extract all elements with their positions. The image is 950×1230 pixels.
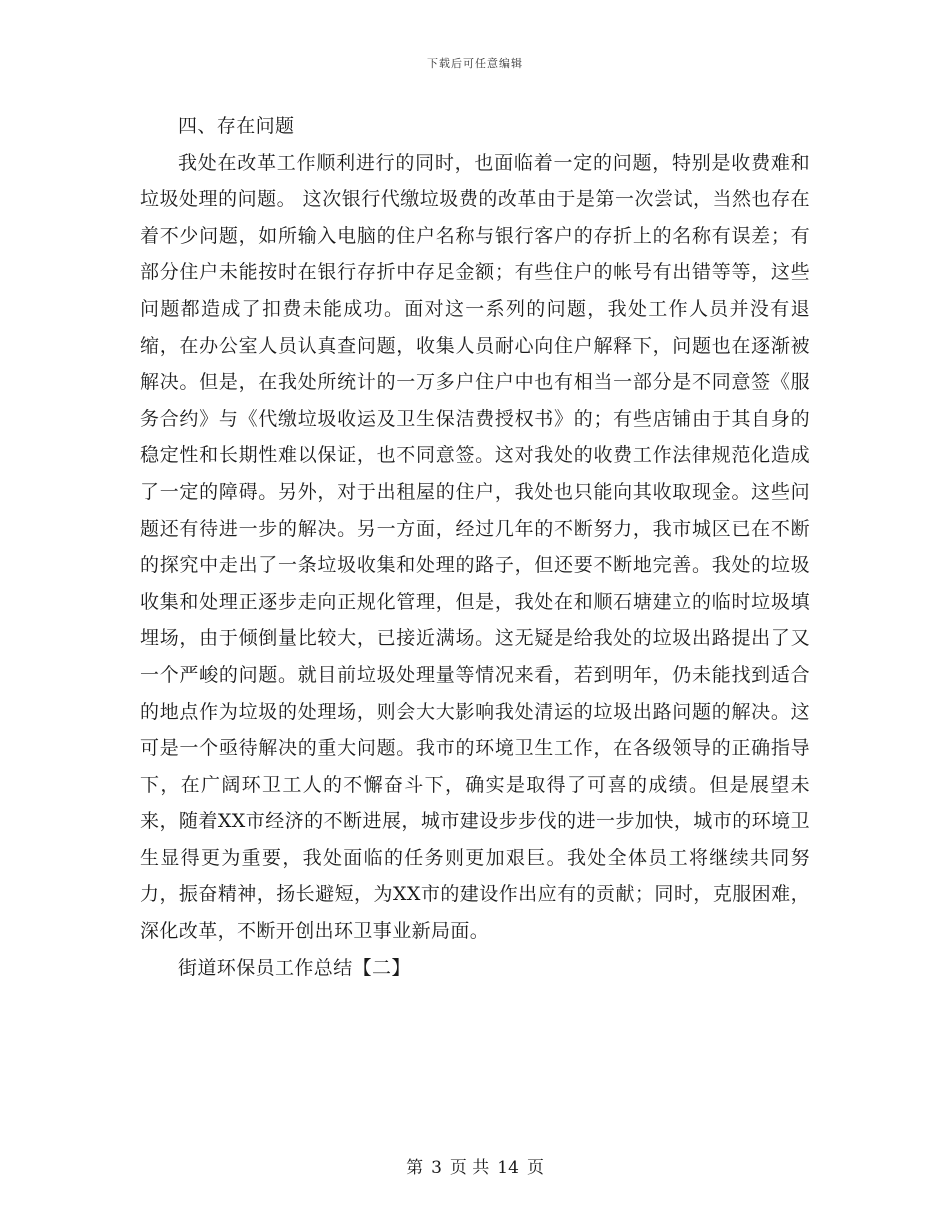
page-footer: [0, 1153, 950, 1178]
document-body: [140, 108, 810, 986]
footer-prefix: 第: [406, 1158, 424, 1178]
footer-page-total: 14: [497, 1158, 519, 1178]
next-section-heading: 街道环保员工作总结【二】: [178, 956, 411, 979]
header-note: 下载后可任意编辑: [427, 57, 523, 70]
footer-mid: 页 共: [449, 1158, 490, 1178]
body-paragraph: 我处在改革工作顺利进行的同时，也面临着一定的问题，特别是收费难和垃圾处理的问题。 这次银行代缴垃圾费的改革由于是第一次尝试，当然也存在着不少问题，如所输入电脑的住户名称与银行客户的存折上的名称有误差；有部分住户未能按时在银行存折中存足金额；有些住户的帐号有出错等等，这些问题都造成了扣费未能成功。面对这一系列的问题，我处工作人员并没有退缩，在办公室人员认真查问题，收集人员耐心向住户解释下，问题也在逐渐被解决。但是，在我处所统计的一万多户住户中也有相当一部分是不同意签《服务合约》与《代缴垃圾收运及卫生保洁费授权书》的；有些店铺由于其自身的稳定性和长期性难以保证，也不同意签。这对我处的收费工作法律规范化造成了一定的障碍。另外，对于出租屋的住户，我处也只能向其收取现金。这些问题还有待进一步的解决。另一方面，经过几年的不断努力，我市城区已在不断的探究中走出了一条垃圾收集和处理的路子，但还要不断地完善。我处的垃圾收集和处理正逐步走向正规化管理，但是，我处在和顺石塘建立的临时垃圾填埋场，由于倾倒量比较大，已接近满场。这无疑是给我处的垃圾出路提出了又一个严峻的问题。就目前垃圾处理量等情况来看，若到明年，仍未能找到适合的地点作为垃圾的处理场，则会大大影响我处清运的垃圾出路问题的解决。这可是一个亟待解决的重大问题。我市的环境卫生工作，在各级领导的正确指导下，在广阔环卫工人的不懈奋斗下，确实是取得了可喜的成绩。但是展望未来，随着XX市经济的不断进展，城市建设步步伐的进一步加快，城市的环境卫生显得更为重要，我处面临的任务则更加艰巨。我处全体员工将继续共同努力，振奋精神，扬长避短，为XX市的建设作出应有的贡献；同时，克服困难，深化改革，不断开创出环卫事业新局面。: [140, 151, 810, 943]
section-heading: 四、存在问题: [178, 115, 295, 137]
page-header: [0, 55, 950, 71]
footer-page-number: 3: [431, 1158, 442, 1178]
footer-suffix: 页: [526, 1158, 544, 1178]
